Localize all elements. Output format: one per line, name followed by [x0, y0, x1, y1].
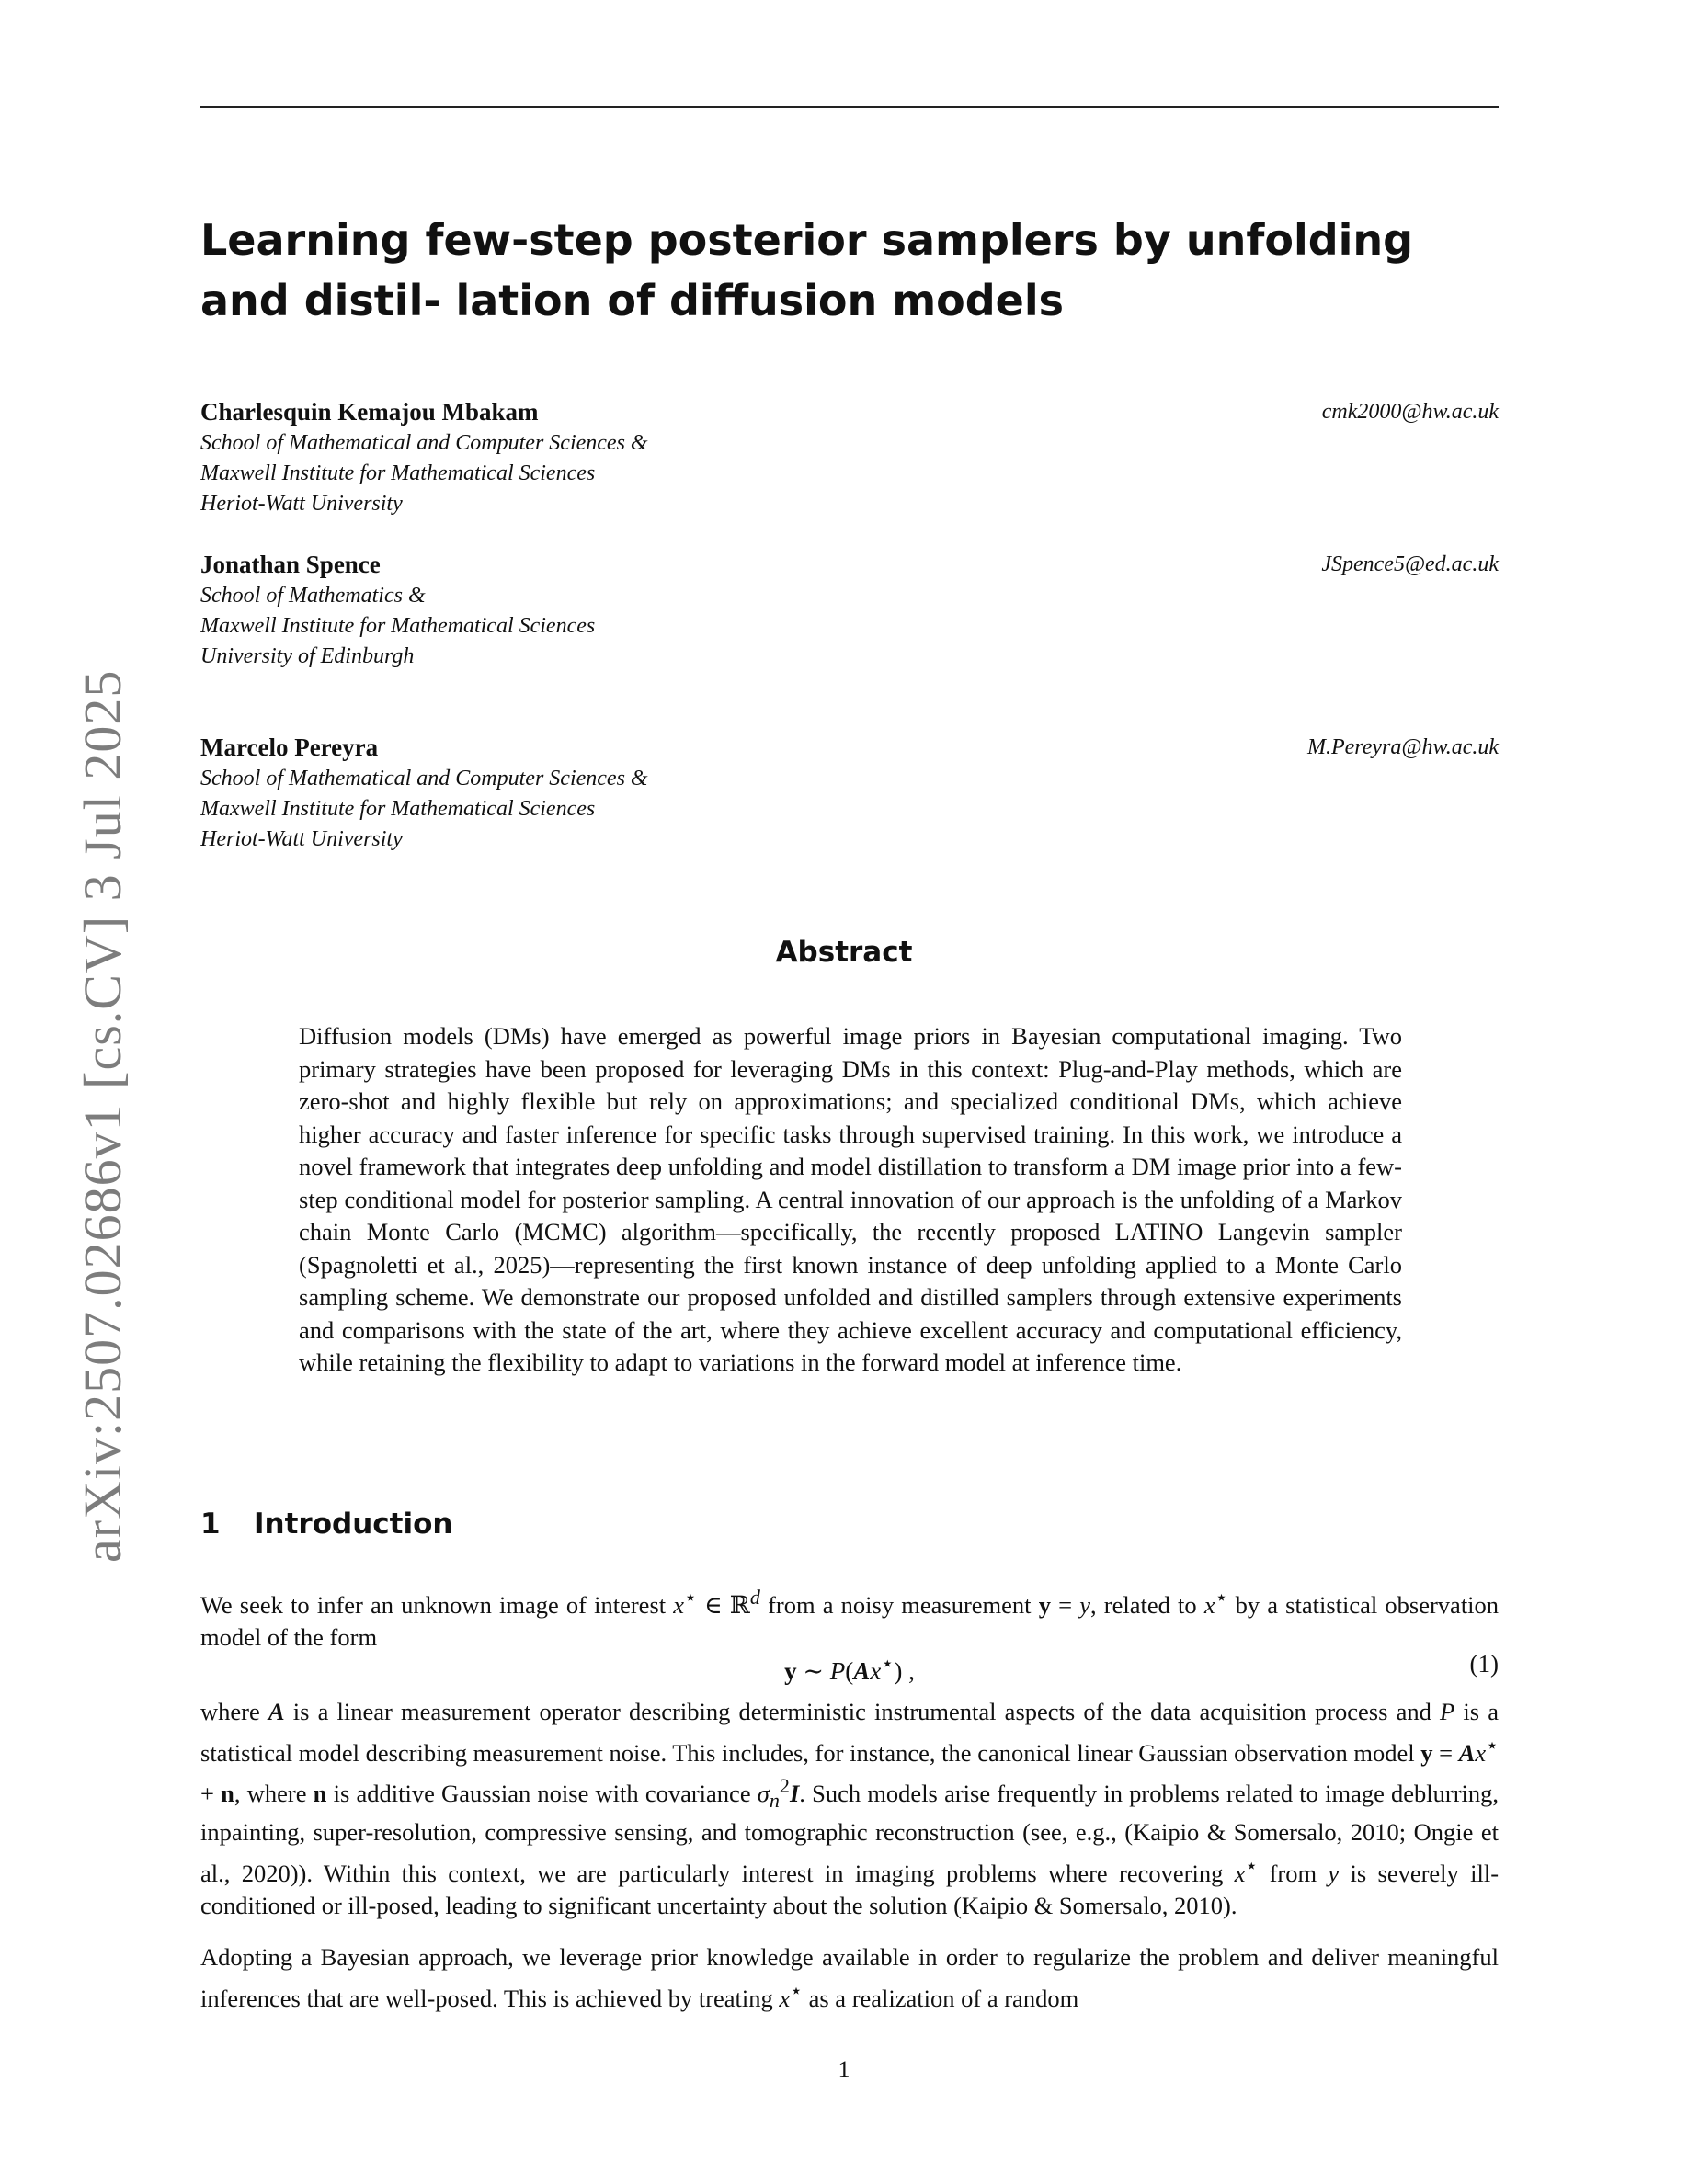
affiliation-line: School of Mathematical and Computer Sciences &: [200, 431, 648, 455]
author-email[interactable]: cmk2000@hw.ac.uk: [1321, 400, 1499, 424]
affiliation-line: Maxwell Institute for Mathematical Sciences: [200, 797, 596, 821]
affiliation-line: Maxwell Institute for Mathematical Sciences: [200, 614, 596, 638]
abstract-text: Diffusion models (DMs) have emerged as powerful image priors in Bayesian computational imaging. Two primary strategies have been proposed for leveraging DMs in this context: Plug-and-Play methods, which are zero-shot and highly flexible but rely on approximations; and specialized conditional DMs, which achieve higher accuracy and faster inference for specific tasks through supervised training. In this work, we introduce a novel framework that integrates deep unfolding and model distillation to transform a DM image prior into a few-step conditional model for posterior sampling. A central innovation of our approach is the unfolding of a Markov chain Monte Carlo (MCMC) algorithm—specifically, the recently proposed LATINO Langevin sampler (Spagnoletti et al., 2025)—representing the first known instance of deep unfolding applied to a Monte Carlo sampling scheme. We demonstrate our proposed unfolded and distilled samplers through extensive experiments and comparisons with the state of the art, where they achieve excellent accuracy and computational efficiency, while retaining the flexibility to adapt to variations in the forward model at inference time.: [299, 1022, 1402, 1376]
section-title: Introduction: [254, 1507, 453, 1541]
equation-1: [200, 1647, 1499, 1685]
top-rule: [200, 106, 1499, 108]
author-email[interactable]: JSpence5@ed.ac.uk: [1321, 552, 1499, 576]
affiliation-line: Maxwell Institute for Mathematical Sciences: [200, 461, 596, 485]
abstract-heading: Abstract: [775, 936, 913, 969]
author-block: [200, 548, 1499, 672]
equation-number: (1): [1469, 1650, 1499, 1678]
intro-paragraph: Adopting a Bayesian approach, we leverage prior knowledge available in order to regularize the problem and deliver meaningful inferences that are well-posed. This is achieved by treating x⋆ as a realization of a random: [200, 1943, 1499, 2012]
author-block: [200, 395, 1499, 519]
arxiv-identifier[interactable]: arXiv:2507.02686v1 [cs.CV] 3 Jul 2025: [73, 669, 132, 1563]
equation-body: y ∼ P(Ax⋆) ,: [784, 1652, 915, 1685]
affiliation-line: University of Edinburgh: [200, 644, 415, 668]
page-number: 1: [838, 2056, 850, 2083]
author-email[interactable]: M.Pereyra@hw.ac.uk: [1306, 735, 1499, 759]
affiliation-line: School of Mathematical and Computer Sciences &: [200, 767, 648, 791]
affiliation-line: Heriot-Watt University: [200, 492, 403, 516]
intro-paragraph: where A is a linear measurement operator describing deterministic instrumental aspects of the data acquisition process and P is a statistical model describing measurement noise. This includes, for instance, the canonical linear Gaussian observation model y = Ax⋆ + n, where n is additive Gaussian noise with covariance $\sigma_n^2I$. Such models arise frequently in problems related to image deblurring, inpainting, super-resolution, compressive sensing, and tomographic reconstruction (see, e.g., (Kaipio & Somersalo, 2010; Ongie et al., 2020)). Within this context, we are particularly interest in imaging problems where recovering x⋆ from y is severely ill-conditioned or ill-posed, leading to significant uncertainty about the solution (Kaipio & Somersalo, 2010).: [200, 1698, 1500, 1920]
intro-paragraph: We seek to infer an unknown image of interest x⋆ ∈ ℝ$^d$ from a noisy measurement y = y, related to x⋆ by a statistical observation model of the form: [200, 1586, 1500, 1652]
section-heading: [200, 1507, 452, 1541]
author-name: Marcelo Pereyra: [200, 734, 379, 761]
paper-title: Learning few-step posterior samplers by unfolding and distil- lation of diffusion models: [200, 215, 1414, 325]
affiliation-line: Heriot-Watt University: [200, 827, 403, 851]
author-name: Charlesquin Kemajou Mbakam: [200, 398, 539, 426]
affiliation-line: School of Mathematics &: [200, 584, 426, 608]
author-name: Jonathan Spence: [200, 551, 381, 578]
author-block: [200, 731, 1499, 855]
section-number: 1: [200, 1507, 221, 1541]
